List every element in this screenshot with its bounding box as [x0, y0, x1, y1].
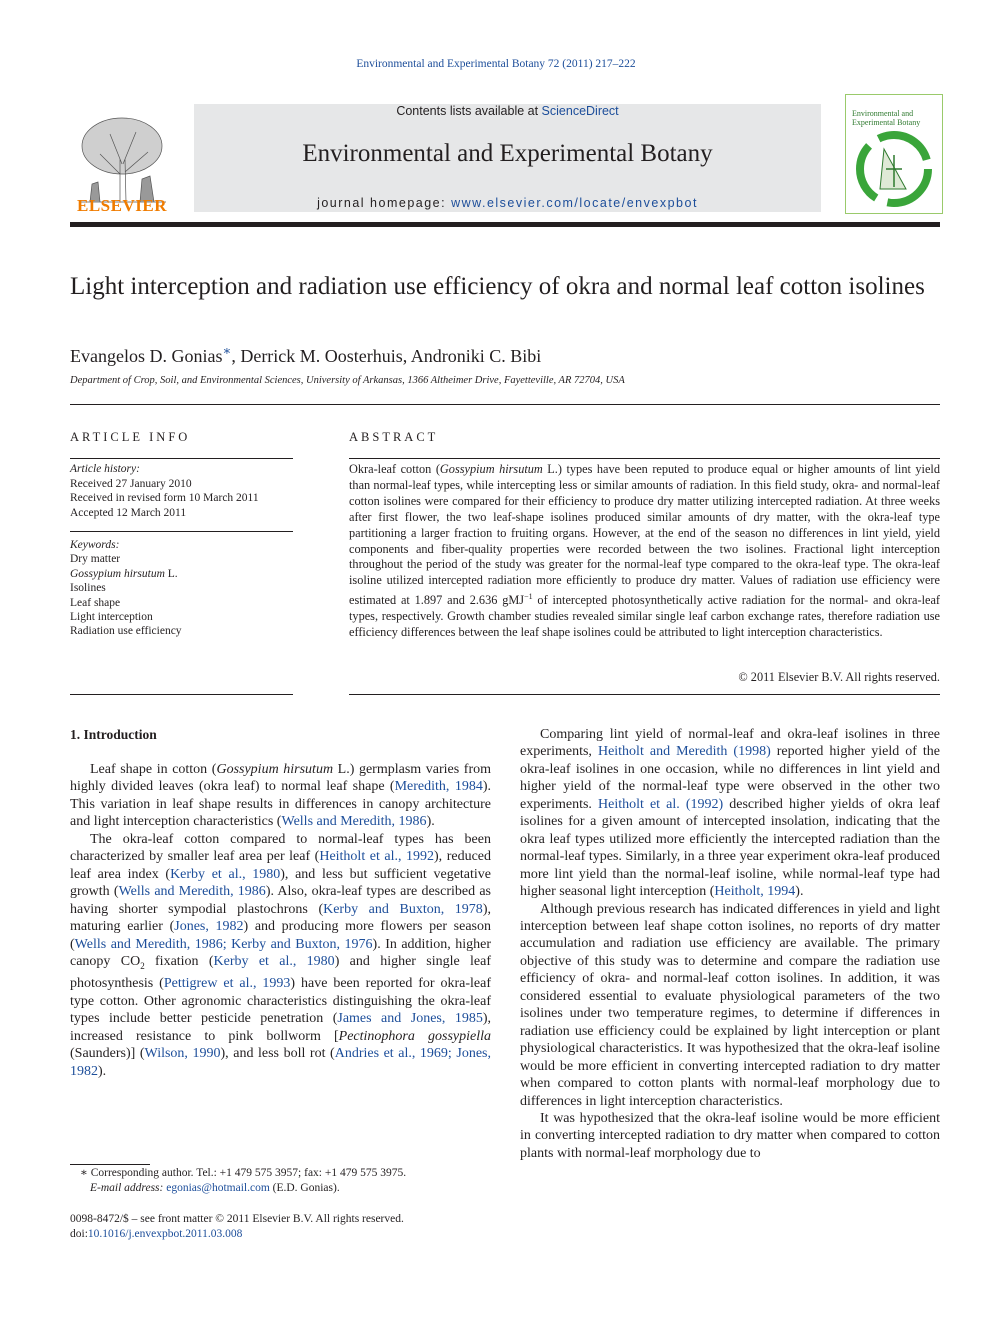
article-title: Light interception and radiation use efficiency of okra and normal leaf cotton isolines [70, 273, 925, 300]
received-date: Received 27 January 2010 [70, 477, 192, 490]
abstract-heading: ABSTRACT [349, 430, 439, 444]
doi-link[interactable]: 10.1016/j.envexpbot.2011.03.008 [87, 1228, 243, 1240]
citation-link[interactable]: Kerby and Buxton, 1978 [323, 901, 483, 917]
cover-title: Environmental and Experimental Botany [852, 109, 921, 127]
keyword: Isolines [70, 582, 106, 595]
paragraph: It was hypothesized that the okra-leaf isoline would be more efficient in converting intercepted radiation to dry matter when compared to cotton plants with normal-leaf morphology due to [520, 1110, 940, 1161]
revised-date: Received in revised form 10 March 2011 [70, 492, 259, 504]
contents-prefix: Contents lists available at [396, 104, 542, 118]
keywords-rule [70, 694, 293, 695]
issn-doi [70, 1212, 491, 1242]
article-history [70, 462, 300, 520]
article-info-rule [70, 458, 293, 459]
corresponding-author-mark[interactable]: ∗ [222, 343, 232, 358]
citation-link[interactable]: Wells and Meredith, 1986; Kerby and Buxton, 1976 [74, 936, 373, 952]
keyword: Leaf shape [70, 596, 121, 609]
citation-link[interactable]: James and Jones, 1985 [337, 1011, 483, 1027]
body-column-right [520, 726, 940, 1162]
citation-link[interactable]: Heitholt et al., 1992 [319, 849, 435, 865]
abstract-rule [349, 458, 940, 459]
abstract-copyright: © 2011 Elsevier B.V. All rights reserved. [738, 670, 940, 684]
homepage-link[interactable]: www.elsevier.com/locate/envexpbot [451, 196, 698, 210]
citation-link[interactable]: Andries et al., 1969; Jones, 1982 [70, 1046, 491, 1079]
contents-line [194, 104, 821, 118]
keywords [70, 538, 300, 639]
issn-line: 0098-8472/$ – see front matter © 2011 Elsevier B.V. All rights reserved. [70, 1213, 404, 1225]
journal-cover-thumbnail[interactable] [845, 94, 943, 214]
keyword: Gossypium hirsutum L. [70, 567, 178, 580]
cover-recycle-graphic [854, 129, 934, 209]
journal-citation[interactable]: Environmental and Experimental Botany 72 (2011) 217–222 [356, 58, 636, 70]
accepted-date: Accepted 12 March 2011 [70, 506, 187, 519]
elsevier-wordmark: ELSEVIER [77, 196, 167, 215]
title-rule [70, 404, 940, 405]
article-info-heading: ARTICLE INFO [70, 430, 191, 444]
body-column-left [70, 761, 491, 1080]
paragraph: Leaf shape in cotton (Gossypium hirsutum L.) germplasm varies from highly divided leaves (okra leaf) to normal leaf shape (Meredith, 1984). This variation in leaf shape results in differences in canopy architecture and light interception characteristics (Wells and Meredith, 1986). [70, 762, 492, 830]
citation-link[interactable]: Heitholt and Meredith (1998) [597, 744, 771, 760]
corresponding-author-footnote: ∗ Corresponding author. Tel.: +1 479 575 3957; fax: +1 479 575 3975. E-mail address: egonias@hotmail.com (E.D. Gonias). [80, 1167, 407, 1194]
citation-link[interactable]: Wells and Meredith, 1986 [281, 814, 427, 830]
citation-link[interactable]: Kerby et al., 1980 [170, 866, 281, 882]
footnote-rule [70, 1164, 150, 1165]
journal-title: Environmental and Experimental Botany [302, 140, 713, 167]
email-link[interactable]: egonias@hotmail.com [166, 1182, 270, 1194]
citation-link[interactable]: Heitholt, 1994 [714, 884, 796, 900]
header-rule [70, 222, 940, 227]
history-rule [70, 531, 293, 532]
doi-line: doi:10.1016/j.envexpbot.2011.03.008 [70, 1228, 243, 1240]
citation-link[interactable]: Wilson, 1990 [144, 1046, 221, 1062]
citation-link[interactable]: Jones, 1982 [174, 919, 244, 935]
citation-link[interactable]: Meredith, 1984 [394, 779, 483, 795]
author-list [70, 343, 541, 367]
paragraph: Although previous research has indicated differences in yield and light interception between leaf shape cotton isolines, no reports of dry matter accumulation and radiation use efficiency are available. The primary objective of this study was to determine and compare the radiation use efficiency of okra- and normal-leaf cotton isolines. In addition, it was considered essential to evaluate physiological parameters of the two isolines under two temperature regimes, to determine if differences in radiation use efficiency could be explained by light interception or plant physiological characteristics. It was hypothesized that the okra-leaf isoline would be more efficient in converting intercepted radiation to dry matter when compared to cotton plants with normal-leaf morphology due to differences in light interception characteristics. [520, 901, 940, 1109]
citation-link[interactable]: Pettigrew et al., 1993 [163, 976, 291, 992]
homepage-prefix: journal homepage: [317, 196, 452, 210]
section-heading-introduction: 1. Introduction [70, 727, 157, 742]
sciencedirect-link[interactable]: ScienceDirect [541, 104, 619, 118]
journal-homepage [194, 196, 821, 210]
citation-link[interactable]: Wells and Meredith, 1986 [118, 884, 266, 900]
paragraph: Comparing lint yield of normal-leaf and okra-leaf isolines in three experiments, Heitholt and Meredith (1998) reported higher yield of the okra-leaf isolines in one occasion, while no differences in lint yield and higher yield of the normal-leaf type were observed in the other two experiments. Heitholt et al. (1992) described higher yields of okra leaf isolines for a given amount of intercepted insolation, indicating that the okra leaf types utilized more efficiently the intercepted radiation than the normal-leaf types. Similarly, in a three year experiment okra-leaf produced more lint yield than the normal-leaf isoline, while normal-leaf type had higher seasonal light interception (Heitholt, 1994). [520, 727, 941, 900]
keyword: Radiation use efficiency [70, 625, 182, 638]
citation-link[interactable]: Heitholt et al. (1992) [598, 796, 724, 812]
affiliation: Department of Crop, Soil, and Environmental Sciences, University of Arkansas, 1366 Altheimer Drive, Fayetteville, AR 72704, USA [70, 375, 625, 386]
paragraph: The okra-leaf cotton compared to normal-leaf types has been characterized by smaller leaf area per leaf (Heitholt et al., 1992), reduced leaf area index (Kerby et al., 1980), and less but sufficient vegetative growth (Wells and Meredith, 1986). Also, okra-leaf types are described as having shorter sympodial plastochrons (Kerby and Buxton, 1978), maturing earlier (Jones, 1982) and producing more flowers per season (Wells and Meredith, 1986; Kerby and Buxton, 1976). In addition, higher canopy $CO_2$ fixation (Kerby et al., 1980) and higher single leaf photosynthesis (Pettigrew et al., 1993) have been reported for okra-leaf type cotton. Other agronomic characteristics distinguishing the okra-leaf types include better pesticide penetration (James and Jones, 1985), increased resistance to pink bollworm [Pectinophora gossypiella (Saunders)] (Wilson, 1990), and less boll rot (Andries et al., 1969; Jones, 1982). [70, 831, 492, 1079]
abstract-bottom-rule [349, 694, 940, 695]
abstract-text: Okra-leaf cotton (Gossypium hirsutum L.) types have been reputed to produce equal or higher amounts of lint yield than normal-leaf types, while intercepting less or similar amounts of radiation. In this field study, okra- and normal-leaf cotton isolines were compared for their efficiency to produce dry matter utilizing intercepted radiation. At three weeks after first flower, the two leaf-shape isolines produced similar amounts of dry matter, with the okra-leaf type partitioning a larger fraction to fruiting organs. However, at the end of the season no differences in lint yield, yield components and fiber-quality properties were recorded between the two isolines. Fractional light interception throughout the period of the study was greater for the normal-leaf type compared to the okra-leaf type. The okra-leaf isoline utilized intercepted radiation more efficiently to produce dry matter. Values of radiation use efficiency were estimated at 1.897 and 2.636 gMJ$^{-1}$ of intercepted photosynthetically active radiation for the normal- and okra-leaf types, respectively. Growth chamber studies revealed similar single leaf carbon exchange rates, therefore radiation use efficiency differences between the leaf shape isolines could be attributed to light interception characteristics. [349, 462, 941, 640]
keyword: Light interception [70, 611, 153, 624]
citation-link[interactable]: Kerby et al., 1980 [213, 953, 335, 969]
author-gonias: Evangelos D. Gonias [70, 346, 223, 366]
other-authors: , Derrick M. Oosterhuis, Androniki C. Bibi [231, 346, 542, 366]
keyword: Dry matter [70, 553, 121, 566]
history-label: Article history: [70, 463, 140, 475]
keywords-label: Keywords: [70, 539, 120, 551]
